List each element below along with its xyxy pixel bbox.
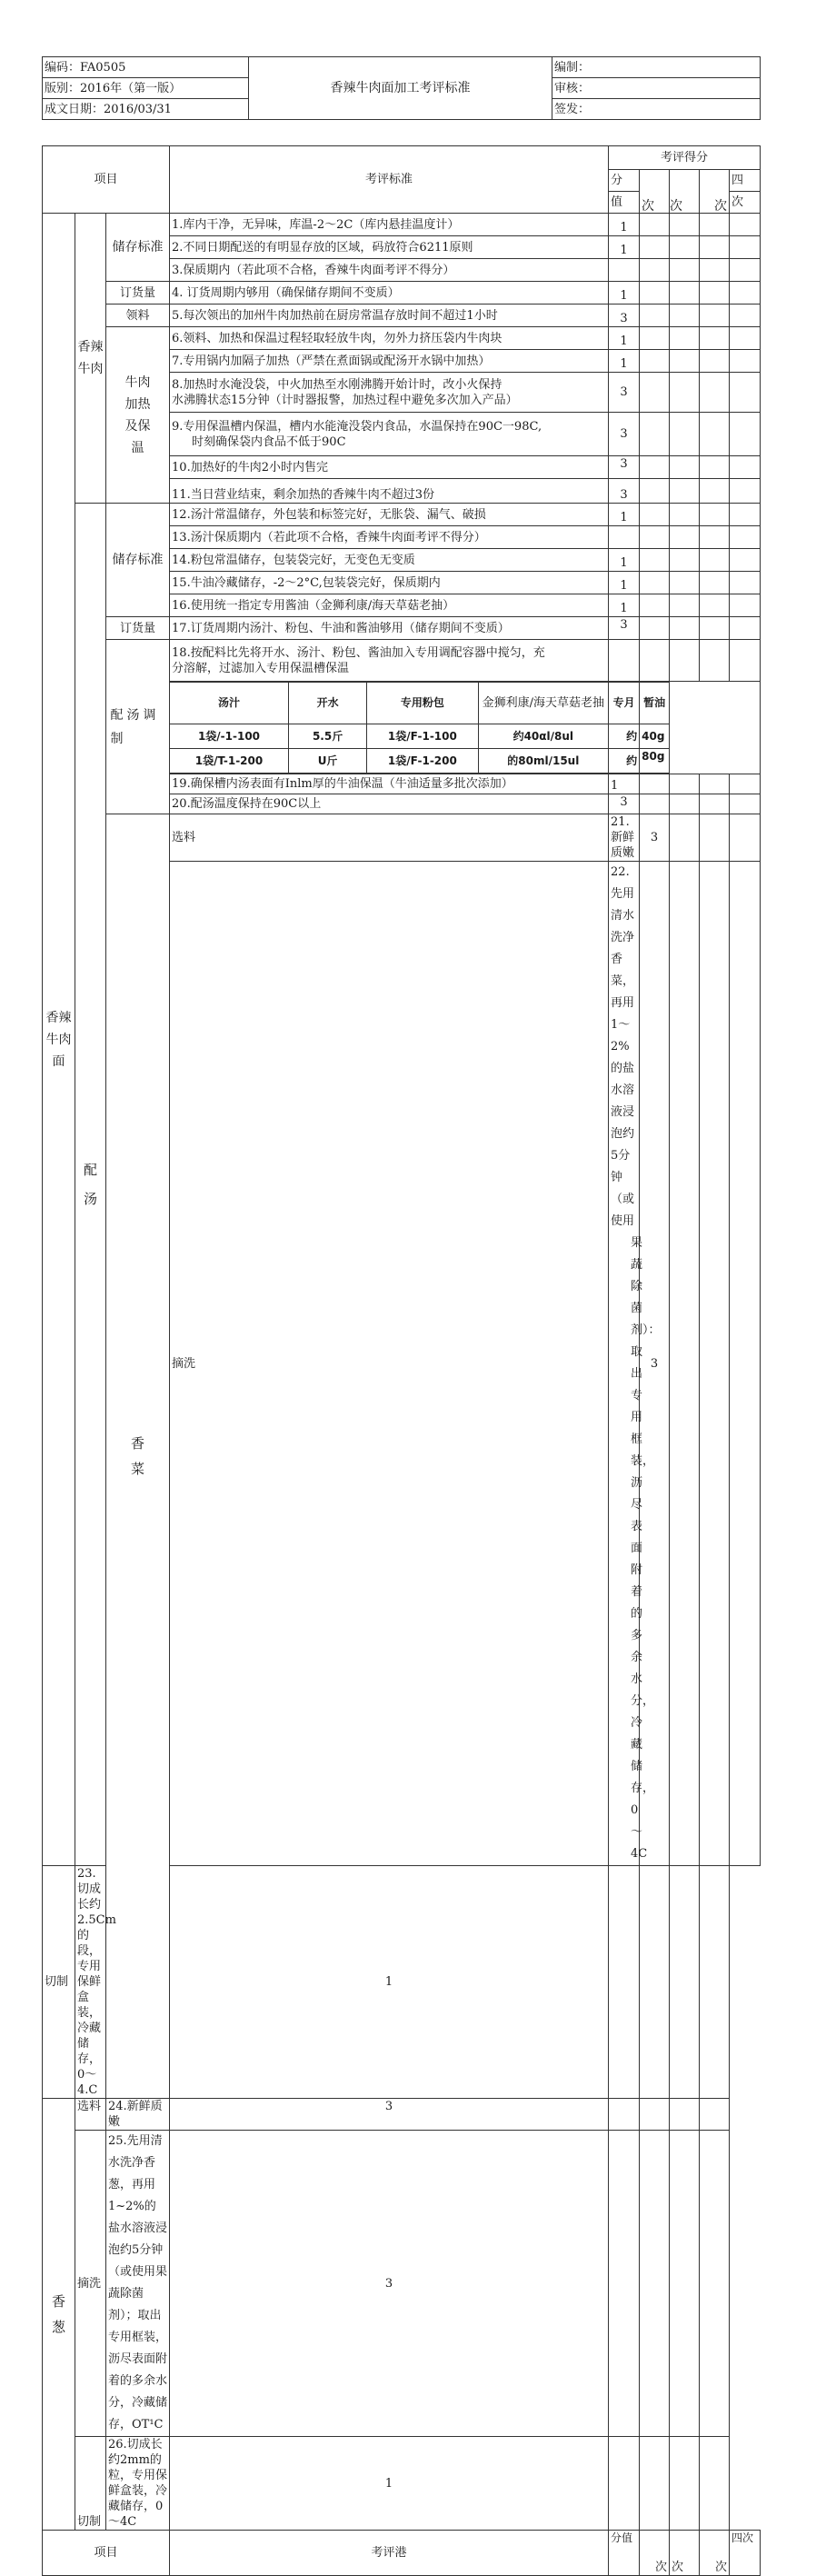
criterion-row: 4. 订货周期内够用（确保储存期间不变质） [170, 282, 609, 305]
points-cell: 3 [609, 479, 640, 504]
group-scallion-label: 香葱 [51, 2293, 65, 2335]
sub-select-2: 选料 [75, 2099, 106, 2131]
points-cell: 3 [640, 862, 670, 1866]
mix-head-special: 专月 [609, 683, 640, 724]
mix-head-powder: 专用粉包 [367, 683, 478, 724]
foot-t2: 次 [670, 2531, 700, 2576]
criterion-row: 6.领料、加热和保温过程轻取轻放牛肉，勿外力挤压袋内牛肉块 [170, 327, 609, 350]
points-cell: 1 [609, 549, 640, 572]
head-points-a: 分 [609, 170, 640, 192]
head-t4-a: 四 [730, 170, 761, 192]
criterion-row: 11.当日营业结束，剩余加热的香辣牛肉不超过3份 [170, 479, 609, 504]
doc-title: 香辣牛肉面加工考评标准 [249, 57, 552, 120]
group-cilantro [106, 814, 170, 2099]
foot-t4: 四次 [730, 2531, 761, 2576]
sub-mix-label: 配汤调制 [110, 707, 160, 746]
foot-t1: 次 [640, 2531, 670, 2576]
evaluation-table [42, 145, 761, 2576]
points-cell: 1 [609, 350, 640, 373]
sub-cut-2: 切制 [75, 2437, 106, 2531]
group-cilantro-label: 香菜 [131, 1435, 145, 1477]
sub-cut: 切制 [43, 1866, 75, 2099]
criterion-row: 5.每次领出的加州牛肉加热前在厨房常温存放时间不超过1小时 [170, 305, 609, 327]
mix-cell: 80g [640, 749, 670, 774]
points-cell: 1 [609, 774, 640, 794]
criterion-row: 23.切成长约2.5Cm的段，专用保鲜盒装，冷藏储存，0～4.C [75, 1866, 106, 2099]
criterion-line: 分溶解，过滤加入专用保温槽保温 [172, 661, 350, 675]
criterion-line: 8.加热时水淹没袋，中火加热至水刚沸腾开始计时，改小火保持 [172, 377, 503, 392]
mix-cell: 40g [640, 724, 670, 749]
mix-cell: 5.5斤 [288, 724, 366, 749]
criterion-line: 水沸腾状态15分钟（计时器报警，加热过程中避免多次加入产品） [172, 393, 518, 407]
group-noodle [43, 214, 75, 1866]
points-cell: 3 [640, 814, 670, 862]
criterion-row: 10.加热好的牛肉2小时内售完 [170, 456, 609, 479]
mix-cell: U斤 [288, 749, 366, 774]
criterion-row [170, 640, 609, 682]
criterion-row: 2.不同日期配送的有明显存放的区域，码放符合6211原则 [170, 236, 609, 259]
mix-head-water: 开水 [288, 683, 366, 724]
mix-cell: 约40αl∕8ul [478, 724, 608, 749]
doc-version: 版别：2016年（第一版） [43, 78, 249, 99]
criterion-row: 26.切成长约2mm的粒，专用保鲜盒装，冷藏储存，0～4C [106, 2437, 170, 2531]
criterion-row: 19.确保槽内汤表面有Inlm厚的牛油保温（牛油适量多批次添加） [170, 774, 609, 794]
points-cell: 3 [609, 373, 640, 413]
criterion-row [170, 413, 609, 456]
mix-cell: 1袋/F-1-200 [367, 749, 478, 774]
criterion-row: 15.牛油冷藏储存，-2～2°C,包装袋完好，保质期内 [170, 572, 609, 594]
points-cell: 1 [609, 236, 640, 259]
points-cell [609, 259, 640, 282]
criterion-line: 22.先用清水洗净香菜，再用1～2%的盐水溶液浸泡约5分钟（或使用 [611, 865, 635, 1228]
document-header [42, 56, 761, 120]
group-soup-label: 配汤 [83, 1162, 97, 1207]
head-t4-b: 次 [730, 192, 761, 214]
points-cell [609, 640, 640, 682]
points-cell: 1 [609, 594, 640, 617]
criterion-line: 时刻确保袋内食品不低于90C [192, 434, 346, 449]
group-scallion [43, 2099, 75, 2531]
mix-ratio-cell [170, 682, 761, 774]
criterion-row [170, 373, 609, 413]
points-cell: 1 [609, 504, 640, 526]
group-noodle-label: 香辣牛肉面 [45, 1010, 72, 1069]
head-criteria: 考评标准 [170, 146, 609, 214]
points-cell: 1 [170, 1866, 609, 2099]
criterion-line: 存，0～4C [631, 1782, 655, 1861]
head-score: 考评得分 [609, 146, 761, 170]
points-cell: 3 [609, 456, 640, 479]
mix-cell: 的80ml∕15ul [478, 749, 608, 774]
reviewed-by: 审核： [552, 78, 761, 99]
foot-criteria: 考评港 [170, 2531, 609, 2576]
foot-item: 项目 [43, 2531, 170, 2576]
criterion-row: 24.新鲜质嫩 [106, 2099, 170, 2131]
head-points-b: 值 [609, 192, 640, 214]
points-cell: 1 [609, 282, 640, 305]
sub-storage-2: 储存标准 [106, 504, 170, 617]
points-cell: 1 [609, 572, 640, 594]
sub-order: 订货量 [106, 282, 170, 305]
criterion-row: 16.使用统一指定专用酱油（金狮利康/海天草菇老抽） [170, 594, 609, 617]
points-cell: 1 [609, 327, 640, 350]
sub-storage: 储存标准 [106, 214, 170, 282]
criterion-row: 17.订货周期内汤汁、粉包、牛油和酱油够用（储存期间不变质） [170, 617, 609, 640]
criterion-line: 蔬除菌剂）；取出专用框装，沥尽表面附着的多余水分，冷藏储存，OT¹C [108, 2287, 168, 2431]
mix-head-soy: 金狮利康/海天草菇老抽 [478, 683, 608, 724]
criterion-line: 18.按配料比先将开水、汤汁、粉包、酱油加入专用调配容器中搅匀，充 [172, 645, 545, 660]
group-beef [75, 214, 106, 504]
group-soup [75, 504, 106, 1866]
mix-cell: 1袋/F-1-100 [367, 724, 478, 749]
sub-wash-2: 摘洗 [75, 2131, 106, 2437]
points-cell: 3 [170, 2099, 609, 2131]
criterion-row: 20.配汤温度保持在90C以上 [170, 794, 609, 814]
criterion-row [106, 2131, 170, 2437]
head-t1: 次 [642, 199, 654, 214]
points-cell: 3 [609, 305, 640, 327]
head-t3: 次 [714, 199, 727, 214]
group-beef-label: 香辣牛肉 [77, 340, 104, 376]
mix-cell: 约 [609, 724, 640, 749]
sub-pick: 领料 [106, 305, 170, 327]
sub-select: 选料 [170, 814, 609, 862]
mix-cell: 1袋/T-1-200 [170, 749, 288, 774]
foot-t3: 次 [700, 2531, 730, 2576]
foot-points: 分值 [609, 2531, 640, 2576]
sub-heat [106, 327, 170, 504]
doc-code: 编码：FA0505 [43, 57, 249, 78]
mix-ratio-table [170, 682, 760, 774]
criterion-line: 果蔬除菌剂）：取出专用框装，沥尽表面附着的多余水分，冷藏储 [631, 1236, 661, 1773]
criterion-line: 25.先用清水洗净香葱，再用1~2%的盐水溶液浸泡约5分钟（或使用果 [108, 2134, 168, 2279]
mix-cell: 1袋/-1-100 [170, 724, 288, 749]
criterion-row: 3.保质期内（若此项不合格，香辣牛肉面考评不得分） [170, 259, 609, 282]
points-cell: 3 [170, 2131, 609, 2437]
criterion-row: 1.库内干净，无异味，库温-2～2C（库内悬挂温度计） [170, 214, 609, 236]
head-item: 项目 [43, 146, 170, 214]
criterion-row [609, 862, 661, 1866]
points-cell: 3 [609, 413, 640, 456]
points-cell: 1 [170, 2437, 609, 2531]
criterion-row: 12.汤汁常温储存，外包装和标签完好，无胀袋、漏气、破损 [170, 504, 609, 526]
head-t2: 次 [670, 199, 682, 214]
mix-cell: 约 [609, 749, 640, 774]
mix-head-oil: 暂油 [640, 683, 670, 724]
criterion-row: 14.粉包常温储存，包装袋完好，无变色无变质 [170, 549, 609, 572]
sub-mix [106, 640, 170, 814]
criterion-row: 21.新鲜质嫩 [609, 814, 640, 862]
sub-order-2: 订货量 [106, 617, 170, 640]
points-cell [609, 526, 640, 549]
sub-heat-label: 牛肉加热及保温 [124, 374, 151, 455]
points-cell: 1 [609, 214, 640, 236]
criterion-line: 9.专用保温槽内保温，槽内水能淹没袋内食品，水温保持在90C一98C, [172, 419, 542, 434]
prepared-by: 编制： [552, 57, 761, 78]
mix-head-soup: 汤汁 [170, 683, 288, 724]
approved-by: 签发： [552, 99, 761, 120]
sub-wash: 摘洗 [170, 862, 609, 1866]
doc-date: 成文日期：2016/03/31 [43, 99, 249, 120]
criterion-row: 7.专用锅内加隔子加热（严禁在煮面锅或配汤开水锅中加热） [170, 350, 609, 373]
points-cell: 3 [609, 617, 640, 640]
points-cell: 3 [609, 794, 640, 814]
criterion-row: 13.汤汁保质期内（若此项不合格，香辣牛肉面考评不得分） [170, 526, 609, 549]
